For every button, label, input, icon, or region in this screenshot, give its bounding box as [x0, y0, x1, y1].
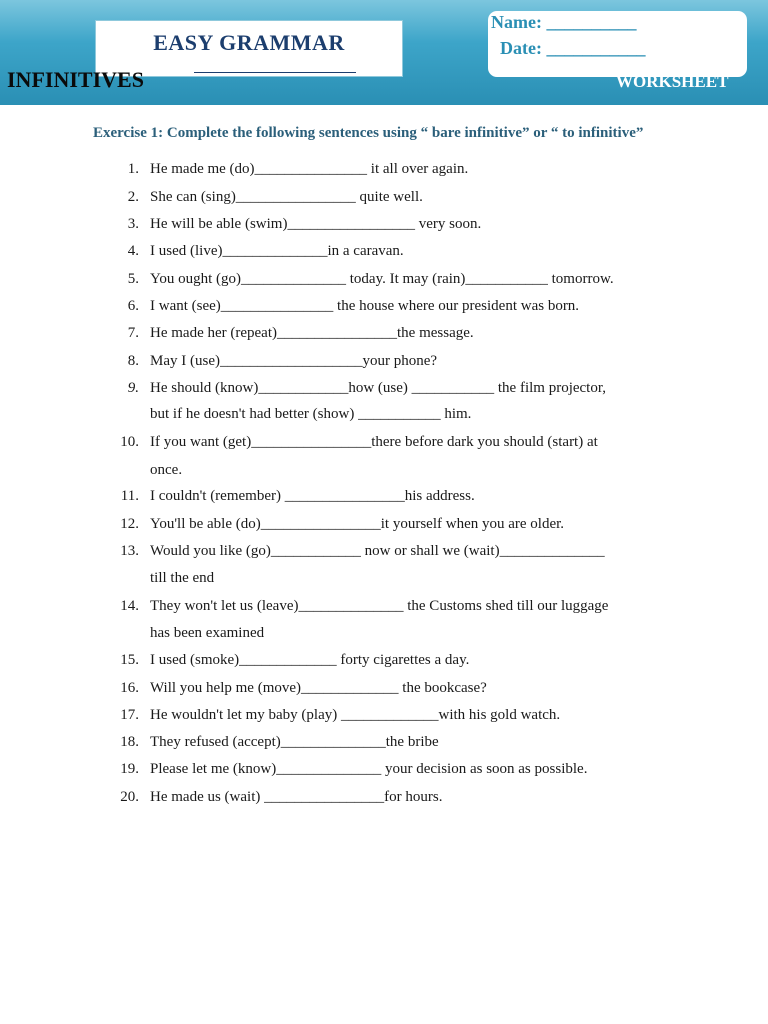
item-text: I couldn't (remember) ________________his address.: [150, 488, 475, 504]
item-number: 14.: [120, 598, 139, 614]
item-text: You'll be able (do)________________it yourself when you are older.: [150, 516, 565, 532]
item-number: 3.: [127, 216, 139, 232]
item-number: 11.: [120, 488, 139, 504]
worksheet-title: EASY GRAMMAR: [153, 30, 345, 55]
item-number: 10.: [120, 434, 139, 450]
item-text: He made her (repeat)________________the message.: [150, 325, 474, 341]
item-text: has been examined: [150, 625, 265, 641]
item-number: 18.: [120, 734, 139, 750]
item-text: He wouldn't let my baby (play) _____________with his gold watch.: [150, 707, 561, 723]
item-number: 8.: [127, 353, 139, 369]
item-text: I used (smoke)_____________ forty cigarettes a day.: [150, 652, 470, 668]
item-number: 17.: [120, 707, 139, 723]
item-text: She can (sing)________________ quite well.: [150, 189, 423, 205]
item-text: If you want (get)________________there before dark you should (start) at: [150, 434, 598, 450]
item-text: Would you like (go)____________ now or shall we (wait)______________: [150, 543, 605, 559]
item-number: 15.: [120, 652, 139, 668]
item-number: 7.: [127, 325, 139, 341]
item-text: He should (know)____________how (use) ___________ the film projector,: [150, 380, 606, 396]
item-text: I want (see)_______________ the house where our president was born.: [150, 298, 580, 314]
title-underline: [194, 72, 356, 73]
worksheet-label: WORKSHEET: [616, 72, 729, 91]
item-text: You ought (go)______________ today. It may (rain)___________ tomorrow.: [150, 271, 614, 287]
item-text: once.: [150, 462, 183, 478]
name-field[interactable]: Name: __________: [491, 12, 637, 32]
date-field[interactable]: Date: ___________: [500, 38, 646, 58]
item-text: Please let me (know)______________ your decision as soon as possible.: [150, 761, 588, 777]
item-text: They won't let us (leave)______________ the Customs shed till our luggage: [150, 598, 609, 614]
item-text: He made us (wait) ________________for hours.: [150, 789, 443, 805]
item-text: till the end: [150, 570, 215, 586]
name-date-box: [488, 11, 747, 77]
item-number: 9.: [127, 380, 139, 396]
item-text: He made me (do)_______________ it all over again.: [150, 161, 469, 177]
subject-title: INFINITIVES: [7, 67, 144, 92]
item-number: 6.: [127, 298, 139, 314]
item-number: 13.: [120, 543, 139, 559]
item-number: 1.: [127, 161, 139, 177]
item-text: but if he doesn't had better (show) ___________ him.: [150, 406, 472, 422]
item-number: 5.: [127, 271, 139, 287]
item-number: 2.: [127, 189, 139, 205]
item-text: May I (use)___________________your phone?: [150, 353, 438, 369]
item-number: 12.: [120, 516, 139, 532]
item-number: 4.: [127, 243, 139, 259]
item-number: 20.: [120, 789, 139, 805]
item-number: 19.: [120, 761, 139, 777]
item-text: I used (live)______________in a caravan.: [150, 243, 404, 259]
item-text: Will you help me (move)_____________ the bookcase?: [150, 680, 487, 696]
item-text: He will be able (swim)_________________ very soon.: [150, 216, 482, 232]
item-number: 16.: [120, 680, 139, 696]
item-text: They refused (accept)______________the bribe: [150, 734, 439, 750]
exercise-title: Exercise 1: Complete the following sentences using “ bare infinitive” or “ to infinitive”: [93, 125, 644, 141]
